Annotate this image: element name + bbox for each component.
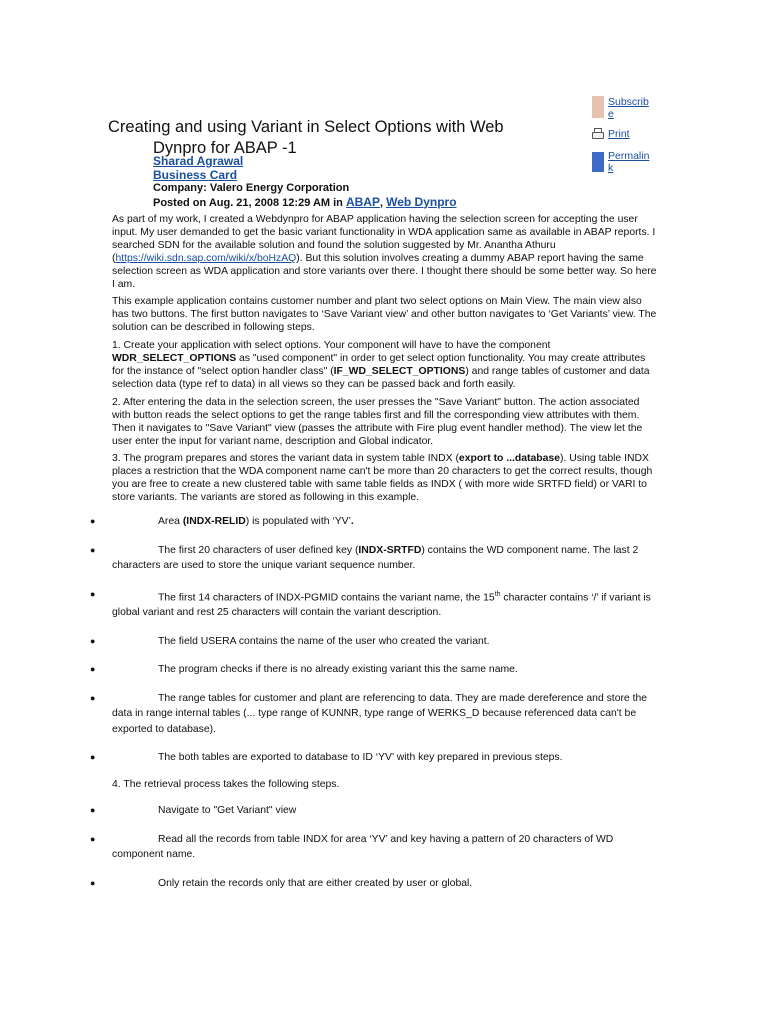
bullet-icon: ● — [90, 877, 96, 888]
step-4-text: 4. The retrieval process takes the following steps. — [112, 778, 340, 790]
bullet-icon: ● — [90, 635, 96, 646]
subscribe-icon — [592, 96, 604, 118]
step1-interface: IF_WD_SELECT_OPTIONS — [333, 365, 466, 377]
bullet-icon: ● — [90, 805, 96, 816]
list-item — [88, 514, 663, 530]
list-item — [88, 803, 663, 819]
paragraph-overview: This example application contains customer number and plant two select options on Main View. The main view also has two buttons. The first button navigates to ‘Save Variant view’ and other button navigates to ‘Get Variants’ view. The solution can be described in following steps. — [112, 296, 657, 334]
list-item — [88, 634, 663, 650]
step1-text-c: as "used component" in order to get select option functionality. You may create attributes for the instance of "select option handler class" ( — [112, 353, 646, 377]
item-text: Navigate to "Get Variant" view — [158, 805, 297, 817]
bullet-icon: ● — [90, 752, 96, 763]
item-bold: . — [350, 516, 354, 527]
item-text: ) contains the WD component name. The last 2 characters are used to store the unique variant sequence number. — [112, 544, 639, 571]
item-bold: INDX-SRTFD — [358, 544, 422, 556]
item-text: The first 14 characters of INDX-PGMID contains the variant name, the 15 — [158, 591, 495, 603]
sdn-wiki-link[interactable]: https://wiki.sdn.sap.com/wiki/x/boHzAQ — [115, 252, 297, 264]
list-item — [88, 832, 663, 863]
article-body — [112, 214, 660, 510]
business-card-link[interactable]: Business Card — [153, 168, 238, 182]
company-line: Company: Valero Energy Corporation — [153, 182, 350, 194]
item-text: ) is populated with ‘YV’ — [245, 516, 351, 527]
paragraph-intro — [112, 214, 660, 291]
paragraph-step-1 — [112, 340, 660, 392]
category-webdynpro-link[interactable]: Web Dynpro — [386, 194, 457, 209]
list-item — [88, 543, 663, 574]
item-text: Only retain the records only that are either created by user or global. — [158, 877, 473, 889]
list-item — [88, 587, 663, 621]
item-text: The first 20 characters of user defined key ( — [158, 544, 359, 556]
subscribe-action[interactable] — [592, 96, 662, 120]
item-text: Read all the records from table INDX for area ‘YV’ and key having a pattern of 20 characters of WD component name. — [112, 833, 614, 861]
posted-line — [153, 196, 583, 211]
item-text: character contains ‘/’ if variant is global variant and rest 25 characters will contain the variant description. — [112, 591, 651, 619]
subscribe-link[interactable]: Subscribe — [608, 96, 649, 120]
step3-text-a: 3. The program prepares and stores the variant data in system table INDX ( — [112, 453, 459, 465]
permalink-icon — [592, 152, 604, 172]
bullet-icon: ● — [90, 544, 96, 555]
posted-date: Posted on Aug. 21, 2008 12:29 AM in — [153, 196, 343, 209]
list-item — [88, 876, 663, 892]
printer-icon — [592, 128, 604, 142]
bullet-icon: ● — [90, 664, 96, 675]
step3-export: export to ...database — [458, 453, 560, 465]
category-abap-link[interactable]: ABAP — [345, 194, 380, 209]
step-4-paragraph — [88, 777, 663, 793]
step1-text-d: ) and range tables of customer and data selection data (type ref to data) in all views so they can be passed back and forth easily. — [112, 365, 650, 390]
print-action[interactable] — [592, 128, 662, 142]
bullet-icon: ● — [90, 833, 96, 844]
item-text: Area — [158, 516, 183, 527]
permalink-link[interactable]: Permalink — [608, 150, 650, 174]
list-item — [88, 662, 663, 678]
article-actions — [592, 96, 662, 182]
bullet-icon: ● — [90, 588, 96, 599]
step1-component: WDR_SELECT_OPTIONS — [112, 353, 237, 365]
intro-text-a: As part of my work, I created a Webdynpro for ABAP application having the selection screen for accepting the user input. My user demanded to get the basic variant functionality in WDA application same as available in ABAP reports. I searched SDN for the available solution and found the solution suggested by Mr. Anantha Athuru ( — [112, 214, 656, 264]
article-title — [108, 117, 578, 159]
item-superscript: th — [494, 590, 501, 598]
item-bold: (INDX-RELID — [182, 516, 246, 527]
intro-text-b: ). But this solution involves creating a dummy ABAP report having the same selection screen as WDA application and store variants over there. I thought there should be some better way. So here I am. — [112, 252, 657, 290]
bullet-icon: ● — [90, 692, 96, 703]
title-line-1: Creating and using Variant in Select Options with Web — [108, 118, 504, 136]
list-item — [88, 691, 663, 738]
step3-text-c: ). Using table INDX places a restriction that the WDA component name can't be more than 20 characters to get the correct results, though you are free to create a new clustered table with same table fields as INDX ( with more wide SRTFD field) or VARI to store variants. The variants are stored as following in this example. — [112, 453, 653, 504]
print-link[interactable]: Print — [608, 128, 630, 140]
variant-storage-list — [88, 514, 663, 891]
title-line-2: Dynpro for ABAP -1 — [153, 139, 297, 157]
permalink-action[interactable] — [592, 150, 662, 174]
bullet-icon: ● — [90, 516, 96, 526]
item-text: The range tables for customer and plant are referencing to data. They are made dereference and store the data in range internal tables (... type range of KUNNR, type range of WERKS_D because referenced data can't be exported to database). — [112, 692, 648, 735]
author-link[interactable]: Sharad Agrawal — [153, 154, 244, 168]
item-text: The field USERA contains the name of the user who created the variant. — [158, 635, 490, 647]
list-item — [88, 750, 663, 766]
item-text: The program checks if there is no already existing variant this the same name. — [158, 664, 518, 676]
article-meta — [153, 154, 583, 210]
item-text: The both tables are exported to database to ID ‘YV’ with key prepared in previous steps. — [158, 752, 563, 764]
paragraph-step-2: 2. After entering the data in the selection screen, the user presses the "Save Variant" button. The action associated with button reads the select options to get the range tables first and fill the corresponding view attributes with them. Then it navigates to "Save Variant" view (passes the attribute with Fire plug event handler method). The view let the user enter the input for variant name, description and Global indicator. — [112, 396, 643, 447]
paragraph-step-3 — [112, 453, 660, 505]
step1-text-a: 1. Create your application with select options. Your component will have to have the component — [112, 340, 551, 352]
category-separator: , — [379, 196, 387, 209]
